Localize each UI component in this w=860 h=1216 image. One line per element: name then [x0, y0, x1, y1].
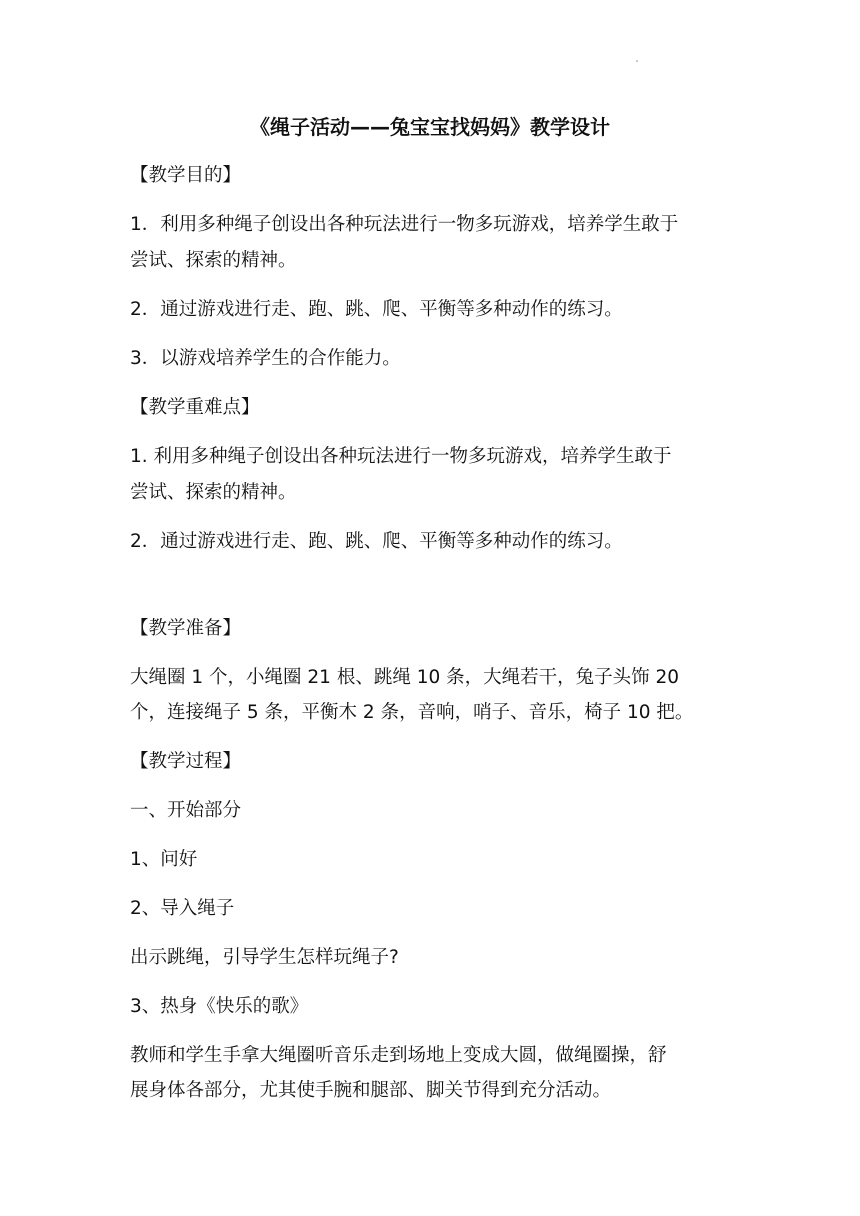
process-heading: 【教学过程】 — [130, 751, 242, 772]
objective-2: 2．通过游戏进行走、跑、跳、爬、平衡等多种动作的练习。 — [130, 299, 623, 320]
process-step-3-detail-line-2: 展身体各部分，尤其使手腕和腿部、脚关节得到充分活动。 — [130, 1080, 612, 1101]
process-step-2: 2、导入绳子 — [130, 898, 235, 919]
process-step-3: 3、热身《快乐的歌》 — [130, 996, 309, 1017]
objective-3: 3．以游戏培养学生的合作能力。 — [130, 348, 401, 369]
objectives-heading: 【教学目的】 — [130, 165, 242, 186]
objective-1-line-2: 尝试、探索的精神。 — [130, 250, 297, 271]
process-step-2-detail: 出示跳绳，引导学生怎样玩绳子? — [130, 947, 399, 968]
key-points-heading: 【教学重难点】 — [130, 397, 260, 418]
process-step-3-detail-line-1: 教师和学生手拿大绳圈听音乐走到场地上变成大圆，做绳圈操，舒 — [130, 1045, 667, 1066]
page-dot — [636, 60, 638, 62]
preparation-line-2: 个，连接绳子 5 条，平衡木 2 条，音响，哨子、音乐，椅子 10 把。 — [130, 702, 694, 723]
document-title: 《绳子活动——兔宝宝找妈妈》教学设计 — [250, 115, 610, 139]
preparation-line-1: 大绳圈 1 个，小绳圈 21 根、跳绳 10 条，大绳若干，兔子头饰 20 — [130, 667, 680, 688]
preparation-heading: 【教学准备】 — [130, 618, 242, 639]
key-point-2: 2．通过游戏进行走、跑、跳、爬、平衡等多种动作的练习。 — [130, 531, 623, 552]
key-point-1-line-2: 尝试、探索的精神。 — [130, 482, 297, 503]
process-part-1: 一、开始部分 — [130, 800, 242, 821]
process-step-1: 1、问好 — [130, 849, 198, 870]
objective-1-line-1: 1．利用多种绳子创设出各种玩法进行一物多玩游戏，培养学生敢于 — [130, 214, 679, 235]
key-point-1-line-1: 1. 利用多种绳子创设出各种玩法进行一物多玩游戏，培养学生敢于 — [130, 446, 672, 467]
